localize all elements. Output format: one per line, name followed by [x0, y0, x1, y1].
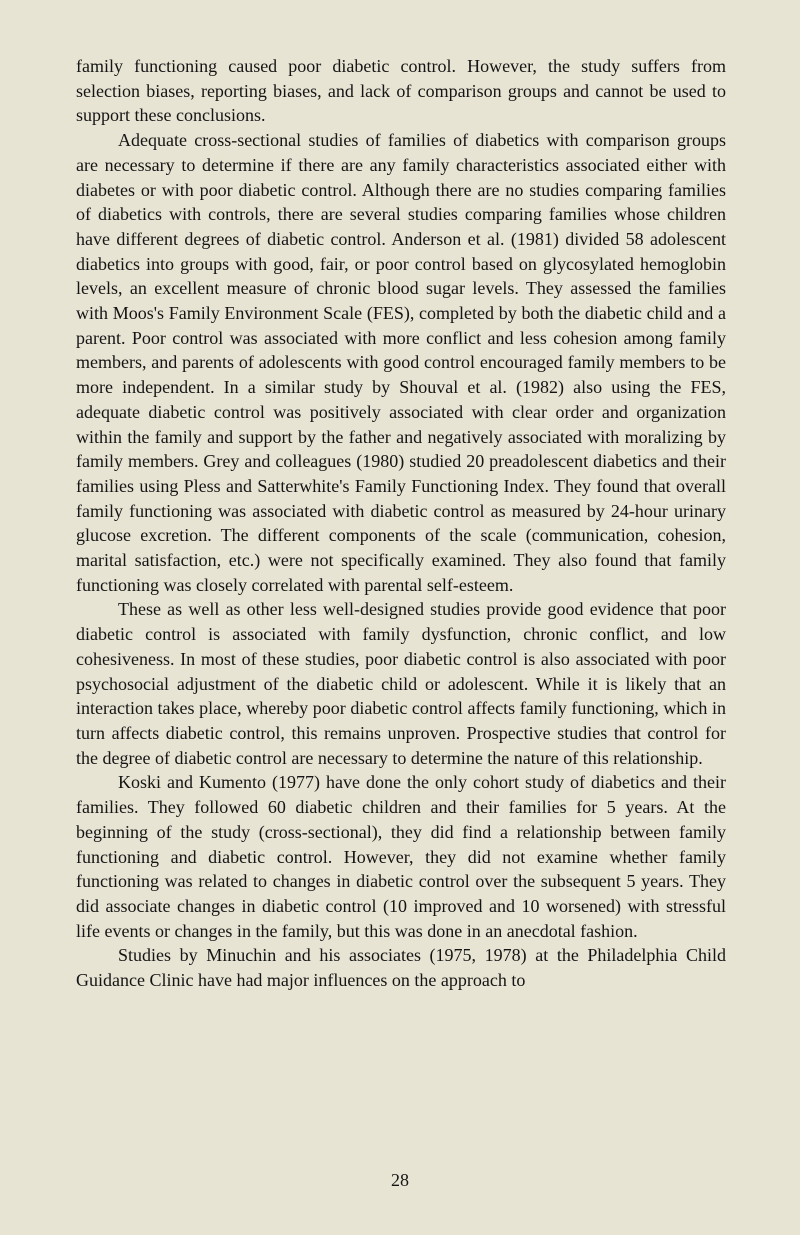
paragraph-evidence-summary: These as well as other less well-designed studies provide good evidence that poor diabetic control is associated with family dysfunction, chronic conflict, and low cohesiveness. In most of these studies, poor diabetic control is also associated with poor psychosocial adjustment of the diabetic child or adolescent. While it is likely that an interaction takes place, whereby poor diabetic control affects family functioning, which in turn affects diabetic control, this remains unproven. Prospective studies that control for the degree of diabetic control are necessary to determine the nature of this relationship. — [76, 599, 726, 768]
body-text — [76, 54, 726, 993]
paragraph-continued: family functioning caused poor diabetic control. However, the study suffers from selection biases, reporting biases, and lack of comparison groups and cannot be used to support these conclusions. — [76, 56, 726, 126]
paragraph-cross-sectional-studies: Adequate cross-sectional studies of families of diabetics with comparison groups are necessary to determine if there are any family characteristics associated either with diabetes or with poor diabetic control. Although there are no studies comparing families of diabetics with controls, there are several studies comparing families whose children have different degrees of diabetic control. Anderson et al. (1981) divided 58 adolescent diabetics into groups with good, fair, or poor control based on glycosylated hemoglobin levels, an excellent measure of chronic blood sugar levels. They assessed the families with Moos's Family Environment Scale (FES), completed by both the diabetic child and a parent. Poor control was associated with more conflict and less cohesion among family members, and parents of adolescents with good control encouraged family members to be more independent. In a similar study by Shouval et al. (1982) also using the FES, adequate diabetic control was positively associated with clear order and organization within the family and support by the father and negatively associated with moralizing by family members. Grey and colleagues (1980) studied 20 preadolescent diabetics and their families using Pless and Satterwhite's Family Functioning Index. They found that overall family functioning was associated with diabetic control as measured by 24-hour urinary glucose excretion. The different components of the scale (communication, cohesion, marital satisfaction, etc.) were not specifically examined. They also found that family functioning was closely correlated with parental self-esteem. — [76, 130, 726, 595]
paragraph-minuchin-studies: Studies by Minuchin and his associates (1975, 1978) at the Philadelphia Child Guidance Clinic have had major influences on the approach to — [76, 945, 726, 991]
paragraph-cohort-study: Koski and Kumento (1977) have done the only cohort study of diabetics and their families. They followed 60 diabetic children and their families for 5 years. At the beginning of the study (cross-sectional), they did find a relationship between family functioning and diabetic control. However, they did not examine whether family functioning was related to changes in diabetic control over the subsequent 5 years. They did associate changes in diabetic control (10 improved and 10 worsened) with stressful life events or changes in the family, but this was done in an anecdotal fashion. — [76, 772, 726, 941]
page-number: 28 — [391, 1170, 409, 1190]
